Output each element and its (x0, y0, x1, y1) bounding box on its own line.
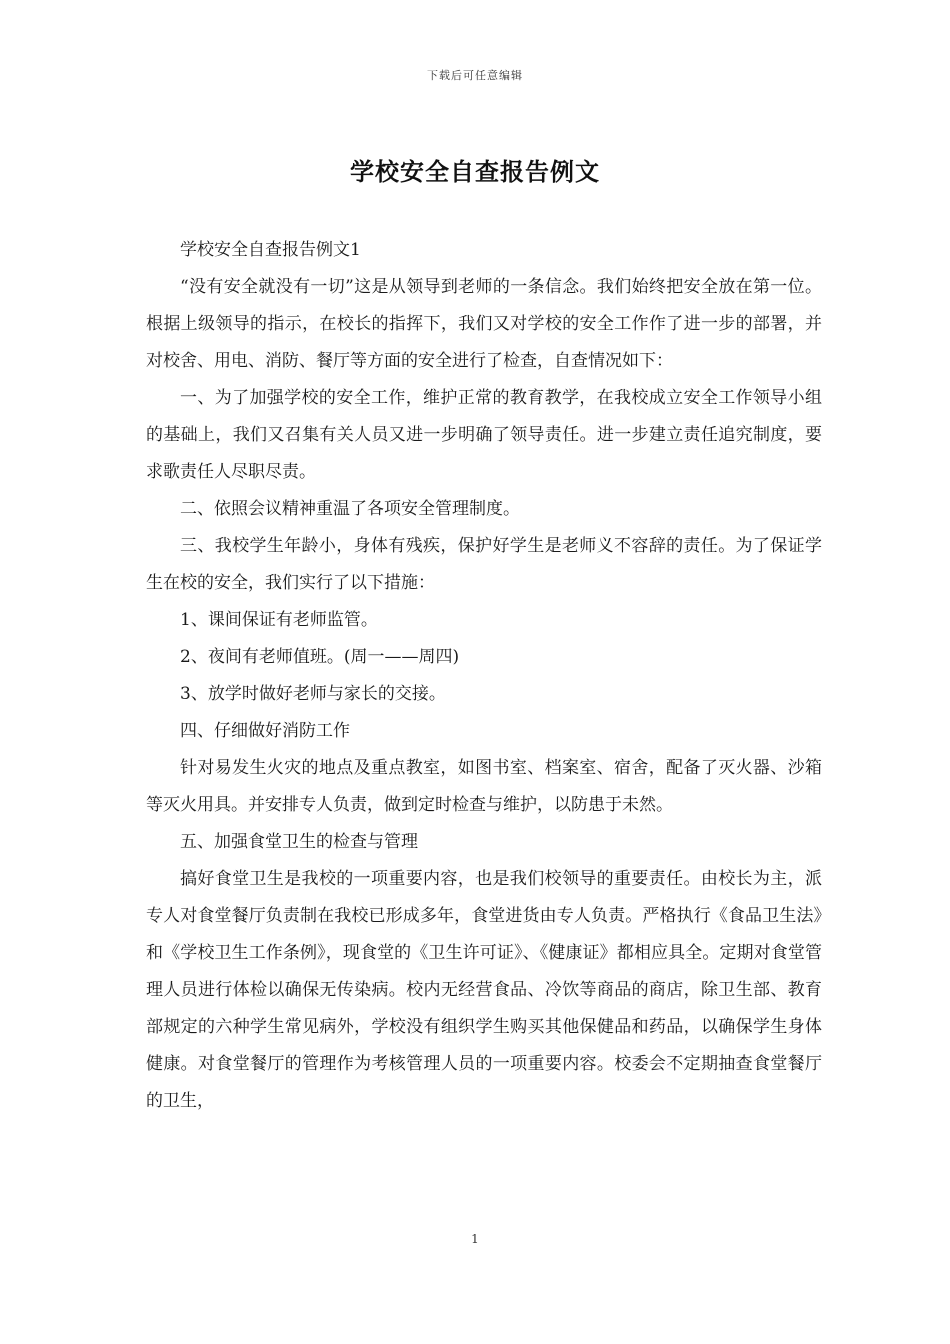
section-heading: 四、仔细做好消防工作 (180, 721, 350, 741)
paragraph: 搞好食堂卫生是我校的一项重要内容，也是我们校领导的重要责任。由校长为主，派专人对食堂餐厅负责制在我校已形成多年，食堂进货由专人负责。严格执行《食品卫生法》和《学校卫生工作条例》，现食堂的《卫生许可证》、《健康证》都相应具全。定期对食堂管理人员进行体检以确保无传染病。校内无经营食品、冷饮等商品的商店，除卫生部、教育部规定的六种学生常见病外，学校没有组织学生购买其他保健品和药品，以确保学生身体健康。对食堂餐厅的管理作为考核管理人员的一项重要内容。校委会不定期抽查食堂餐厅的卫生， (146, 869, 822, 1111)
page-number: 1 (471, 1232, 479, 1246)
paragraph: 针对易发生火灾的地点及重点教室，如图书室、档案室、宿舍，配备了灭火器、沙箱等灭火用具。并安排专人负责，做到定时检查与维护，以防患于未然。 (146, 758, 822, 815)
paragraph: “没有安全就没有一切”这是从领导到老师的一条信念。我们始终把安全放在第一位。根据上级领导的指示，在校长的指挥下，我们又对学校的安全工作作了进一步的部署，并对校舍、用电、消防、餐厅等方面的安全进行了检查，自查情况如下： (146, 277, 822, 371)
document-body (146, 232, 822, 1120)
list-item: 2、夜间有老师值班。(周一——周四) (180, 647, 460, 667)
list-item: 3、放学时做好老师与家长的交接。 (180, 684, 446, 704)
section-heading: 学校安全自查报告例文1 (180, 240, 361, 260)
paragraph: 二、依照会议精神重温了各项安全管理制度。 (180, 499, 520, 519)
header-note: 下载后可任意编辑 (427, 69, 523, 82)
section-heading: 五、加强食堂卫生的检查与管理 (180, 832, 418, 852)
paragraph: 一、为了加强学校的安全工作，维护正常的教育教学，在我校成立安全工作领导小组的基础上，我们又召集有关人员又进一步明确了领导责任。进一步建立责任追究制度，要求歌责任人尽职尽责。 (146, 388, 822, 482)
list-item: 1、课间保证有老师监管。 (180, 610, 378, 630)
paragraph: 三、我校学生年龄小，身体有残疾，保护好学生是老师义不容辞的责任。为了保证学生在校的安全，我们实行了以下措施： (146, 536, 822, 593)
document-title: 学校安全自查报告例文 (350, 157, 600, 186)
